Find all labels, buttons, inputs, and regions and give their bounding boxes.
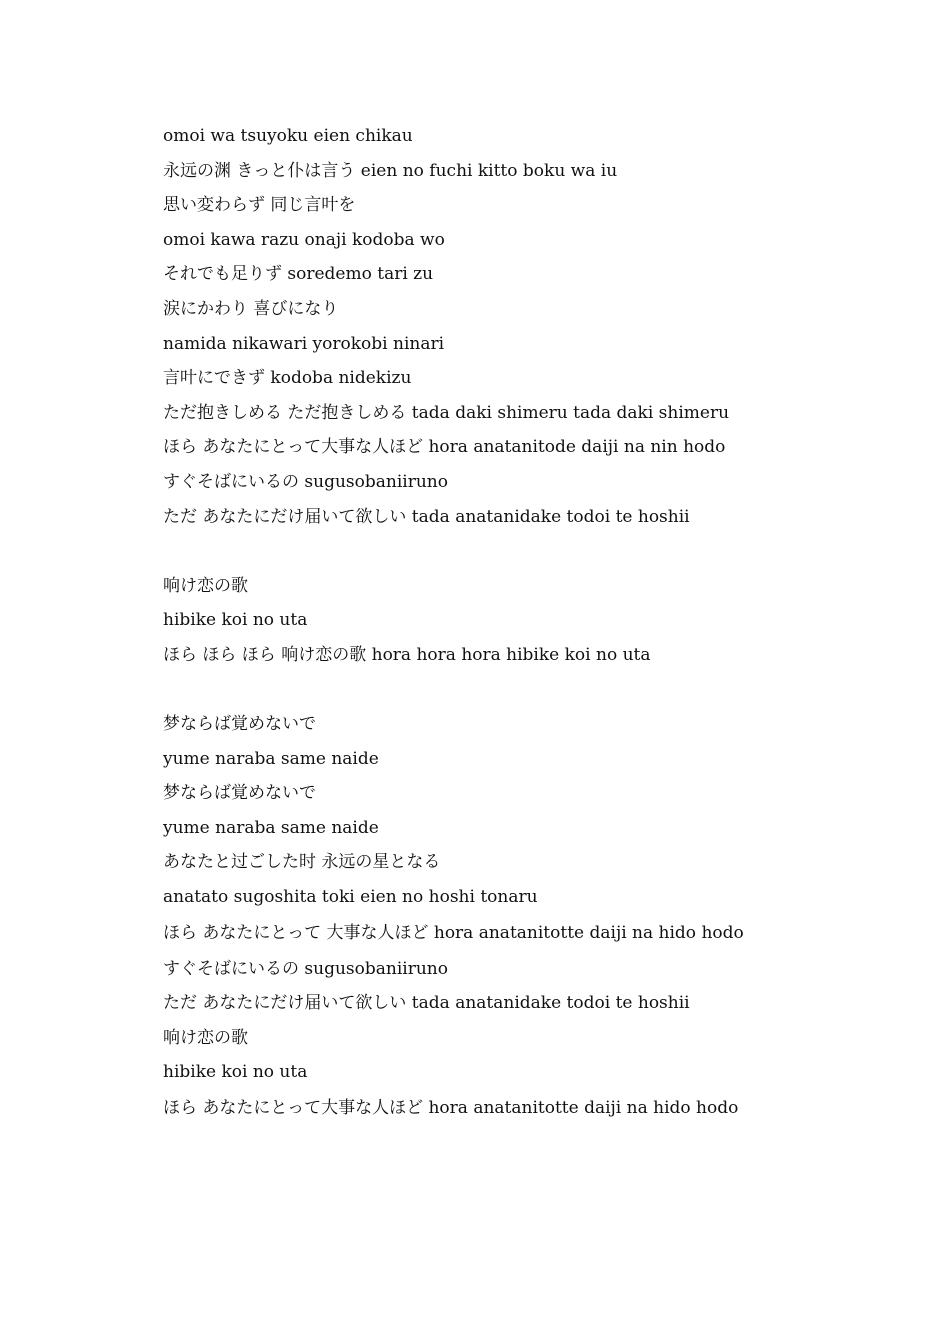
lyric-line: ただ あなたにだけ届いて欲しい tada anatanidake todoi te hoshii [163, 506, 690, 527]
lyric-line: omoi wa tsuyoku eien chikau [163, 126, 413, 146]
lyric-line: 梦ならば覚めないで [163, 714, 316, 735]
lyric-line: 言叶にできず kodoba nidekizu [163, 368, 412, 389]
lyric-line: 涙にかわり 喜びになり [163, 298, 339, 319]
blank-line [144, 673, 824, 708]
lyric-line: namida nikawari yorokobi ninari [163, 333, 445, 354]
lyric-line: ただ抱きしめる ただ抱きしめる tada daki shimeru tada daki shimeru [163, 402, 730, 423]
lyrics-body [144, 119, 824, 1127]
lyric-line: 响け恋の歌 [163, 575, 248, 596]
lyric-line: ほら あなたにとって大事な人ほど hora anatanitotte daiji na hido hodo [163, 1098, 739, 1119]
lyric-line: hibike koi no uta [163, 610, 308, 631]
lyric-line: 梦ならば覚めないで [163, 783, 316, 804]
lyric-line: ほら あなたにとって大事な人ほど hora anatanitode daiji na nin hodo [163, 437, 726, 458]
blank-line [144, 534, 824, 569]
lyric-line: すぐそばにいるの sugusobaniiruno [163, 958, 448, 979]
lyric-line: yume naraba same naide [163, 748, 379, 769]
lyric-line: ただ あなたにだけ届いて欲しい tada anatanidake todoi te hoshii [163, 993, 690, 1014]
lyric-line: ほら ほら ほら 响け恋の歌 hora hora hora hibike koi no uta [163, 644, 651, 665]
lyric-line: 永远の渊 きっと仆は言う eien no fuchi kitto boku wa iu [163, 160, 618, 181]
lyric-line: anatato sugoshita toki eien no hoshi tonaru [163, 887, 538, 908]
lyric-line: 响け恋の歌 [163, 1027, 248, 1048]
lyric-line: それでも足りず soredemo tari zu [163, 264, 434, 285]
lyric-line: すぐそばにいるの sugusobaniiruno [163, 471, 448, 492]
lyric-line: omoi kawa razu onaji kodoba wo [163, 229, 445, 250]
lyric-line: yume naraba same naide [163, 817, 379, 838]
lyric-line: 思い変わらず 同じ言叶を [163, 195, 356, 216]
lyric-line: あなたと过ごした时 永远の星となる [163, 852, 441, 873]
lyric-line: ほら あなたにとって 大事な人ほど hora anatanitotte daiji na hido hodo [163, 922, 744, 943]
lyric-line: hibike koi no uta [163, 1062, 308, 1083]
